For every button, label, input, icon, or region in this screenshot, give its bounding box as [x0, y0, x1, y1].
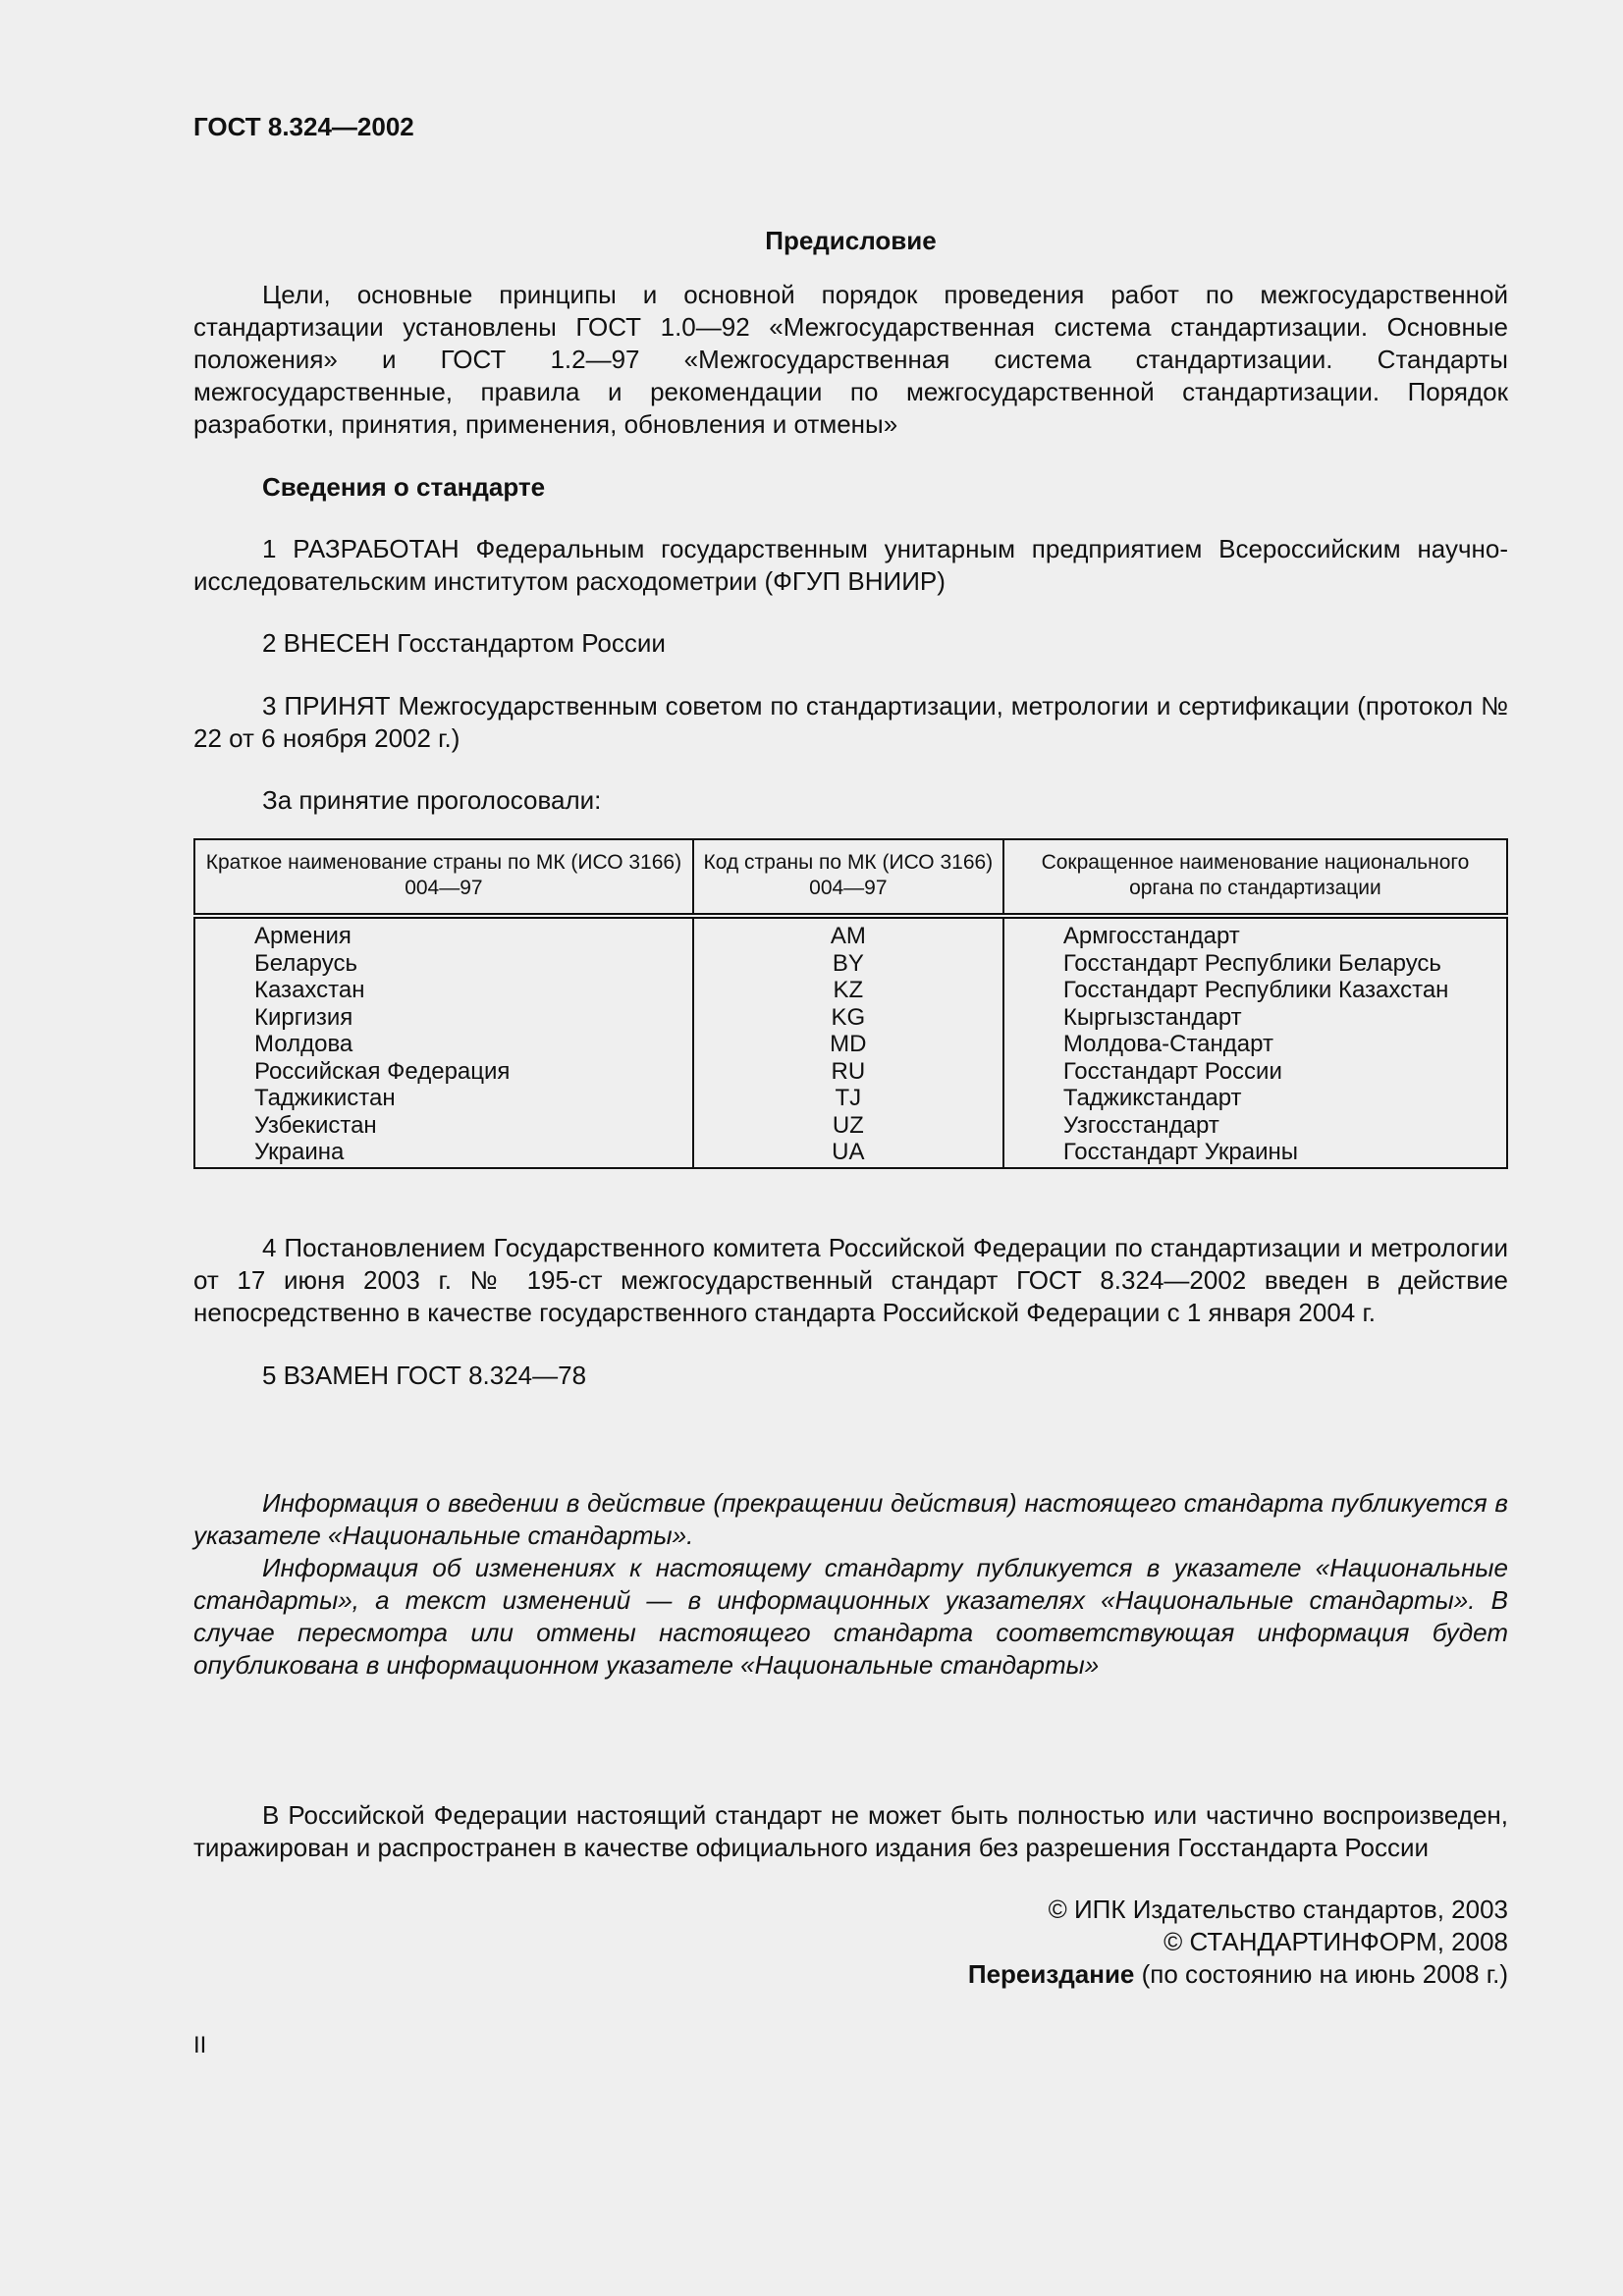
reissue-date: (по состоянию на июнь 2008 г.)	[1134, 1958, 1508, 1989]
standards-body: Госстандарт России	[1003, 1058, 1507, 1086]
country-code: MD	[693, 1031, 1003, 1058]
copyright-line-2: © СТАНДАРТИНФОРМ, 2008	[1163, 1926, 1508, 1956]
country-name: Молдова	[194, 1031, 693, 1058]
info-item-5: 5 ВЗАМЕН ГОСТ 8.324—78	[262, 1360, 587, 1390]
voted-label: За принятие проголосовали:	[262, 785, 602, 815]
standards-body: Узгосстандарт	[1003, 1112, 1507, 1140]
country-code: KG	[693, 1004, 1003, 1032]
reissue-line	[193, 1958, 1508, 1991]
country-code: UA	[693, 1139, 1003, 1168]
country-code: KZ	[693, 977, 1003, 1004]
notice-paragraph-1: Информация о введении в действие (прекращении действия) настоящего стандарта публикуется в указателе «Национальные стандарты».	[193, 1487, 1508, 1550]
standards-body: Таджикстандарт	[1003, 1085, 1507, 1112]
table-header-row	[194, 839, 1507, 916]
page-content	[193, 110, 1508, 1991]
standards-body: Госстандарт Республики Казахстан	[1003, 977, 1507, 1004]
country-code: UZ	[693, 1112, 1003, 1140]
country-name: Таджикистан	[194, 1085, 693, 1112]
standards-body: Молдова-Стандарт	[1003, 1031, 1507, 1058]
header-org: Сокращенное наименование национального органа по стандартизации	[1003, 839, 1507, 916]
country-name: Киргизия	[194, 1004, 693, 1032]
info-item-3: 3 ПРИНЯТ Межгосударственным советом по стандартизации, метрологии и сертификации (протокол № 22 от 6 ноября 2002 г.)	[193, 691, 1508, 753]
voting-countries-table	[193, 838, 1508, 1169]
info-item-1: 1 РАЗРАБОТАН Федеральным государственным унитарным предприятием Всероссийским научно-исследовательским институтом расходометрии (ФГУП ВНИИР)	[193, 534, 1508, 596]
info-item-2: 2 ВНЕСЕН Госстандартом России	[262, 628, 666, 658]
table-row	[194, 1085, 1507, 1112]
country-name: Украина	[194, 1139, 693, 1168]
country-name: Армения	[194, 916, 693, 950]
standards-body: Армгосстандарт	[1003, 916, 1507, 950]
country-code: BY	[693, 950, 1003, 978]
country-code: RU	[693, 1058, 1003, 1086]
table-row	[194, 1031, 1507, 1058]
country-code: AM	[693, 916, 1003, 950]
country-name: Узбекистан	[194, 1112, 693, 1140]
country-name: Российская Федерация	[194, 1058, 693, 1086]
rights-notice: В Российской Федерации настоящий стандарт не может быть полностью или частично воспроизведен, тиражирован и распространен в качестве официального издания без разрешения Госстандарта России	[193, 1799, 1508, 1862]
table-row	[194, 1004, 1507, 1032]
notice-paragraph-2: Информация об изменениях к настоящему стандарту публикуется в указателе «Национальные стандарты», а текст изменений — в информационных указателях «Национальные стандарты». В случае пересмотра или отмены настоящего стандарта соответствующая информация будет опубликована в информационном указателе «Национальные стандарты»	[193, 1552, 1508, 1680]
header-code: Код страны по МК (ИСО 3166) 004—97	[693, 839, 1003, 916]
country-code: TJ	[693, 1085, 1003, 1112]
info-item-4: 4 Постановлением Государственного комитета Российской Федерации по стандартизации и метрологии от 17 июня 2003 г. № 195-ст межгосударственный стандарт ГОСТ 8.324—2002 введен в действие непосредственно в качестве государственного стандарта Российской Федерации с 1 января 2004 г.	[193, 1232, 1508, 1327]
country-name: Казахстан	[194, 977, 693, 1004]
document-code-header: ГОСТ 8.324—2002	[193, 112, 414, 141]
table-row	[194, 916, 1507, 950]
standard-info-title: Сведения о стандарте	[262, 472, 546, 502]
copyright-block	[193, 1894, 1508, 1991]
copyright-line-1: © ИПК Издательство стандартов, 2003	[1048, 1894, 1508, 1924]
table-row	[194, 950, 1507, 978]
header-country: Краткое наименование страны по МК (ИСО 3166) 004—97	[194, 839, 693, 916]
standards-body: Кыргызстандарт	[1003, 1004, 1507, 1032]
foreword-title: Предисловие	[765, 226, 937, 255]
country-name: Беларусь	[194, 950, 693, 978]
reissue-label: Переиздание	[967, 1958, 1135, 1989]
foreword-paragraph: Цели, основные принципы и основной порядок проведения работ по межгосударственной стандартизации установлены ГОСТ 1.0—92 «Межгосударственная система стандартизации. Основные положения» и ГОСТ 1.2—97 «Межгосударственная система стандартизации. Стандарты межгосударственные, правила и рекомендации по межгосударственной стандартизации. Порядок разработки, принятия, применения, обновления и отмены»	[193, 280, 1508, 439]
page-number: II	[193, 2032, 207, 2058]
table-row	[194, 977, 1507, 1004]
standards-body: Госстандарт Украины	[1003, 1139, 1507, 1168]
standards-body: Госстандарт Республики Беларусь	[1003, 950, 1507, 978]
table-row	[194, 1139, 1507, 1168]
table-row	[194, 1058, 1507, 1086]
table-row	[194, 1112, 1507, 1140]
